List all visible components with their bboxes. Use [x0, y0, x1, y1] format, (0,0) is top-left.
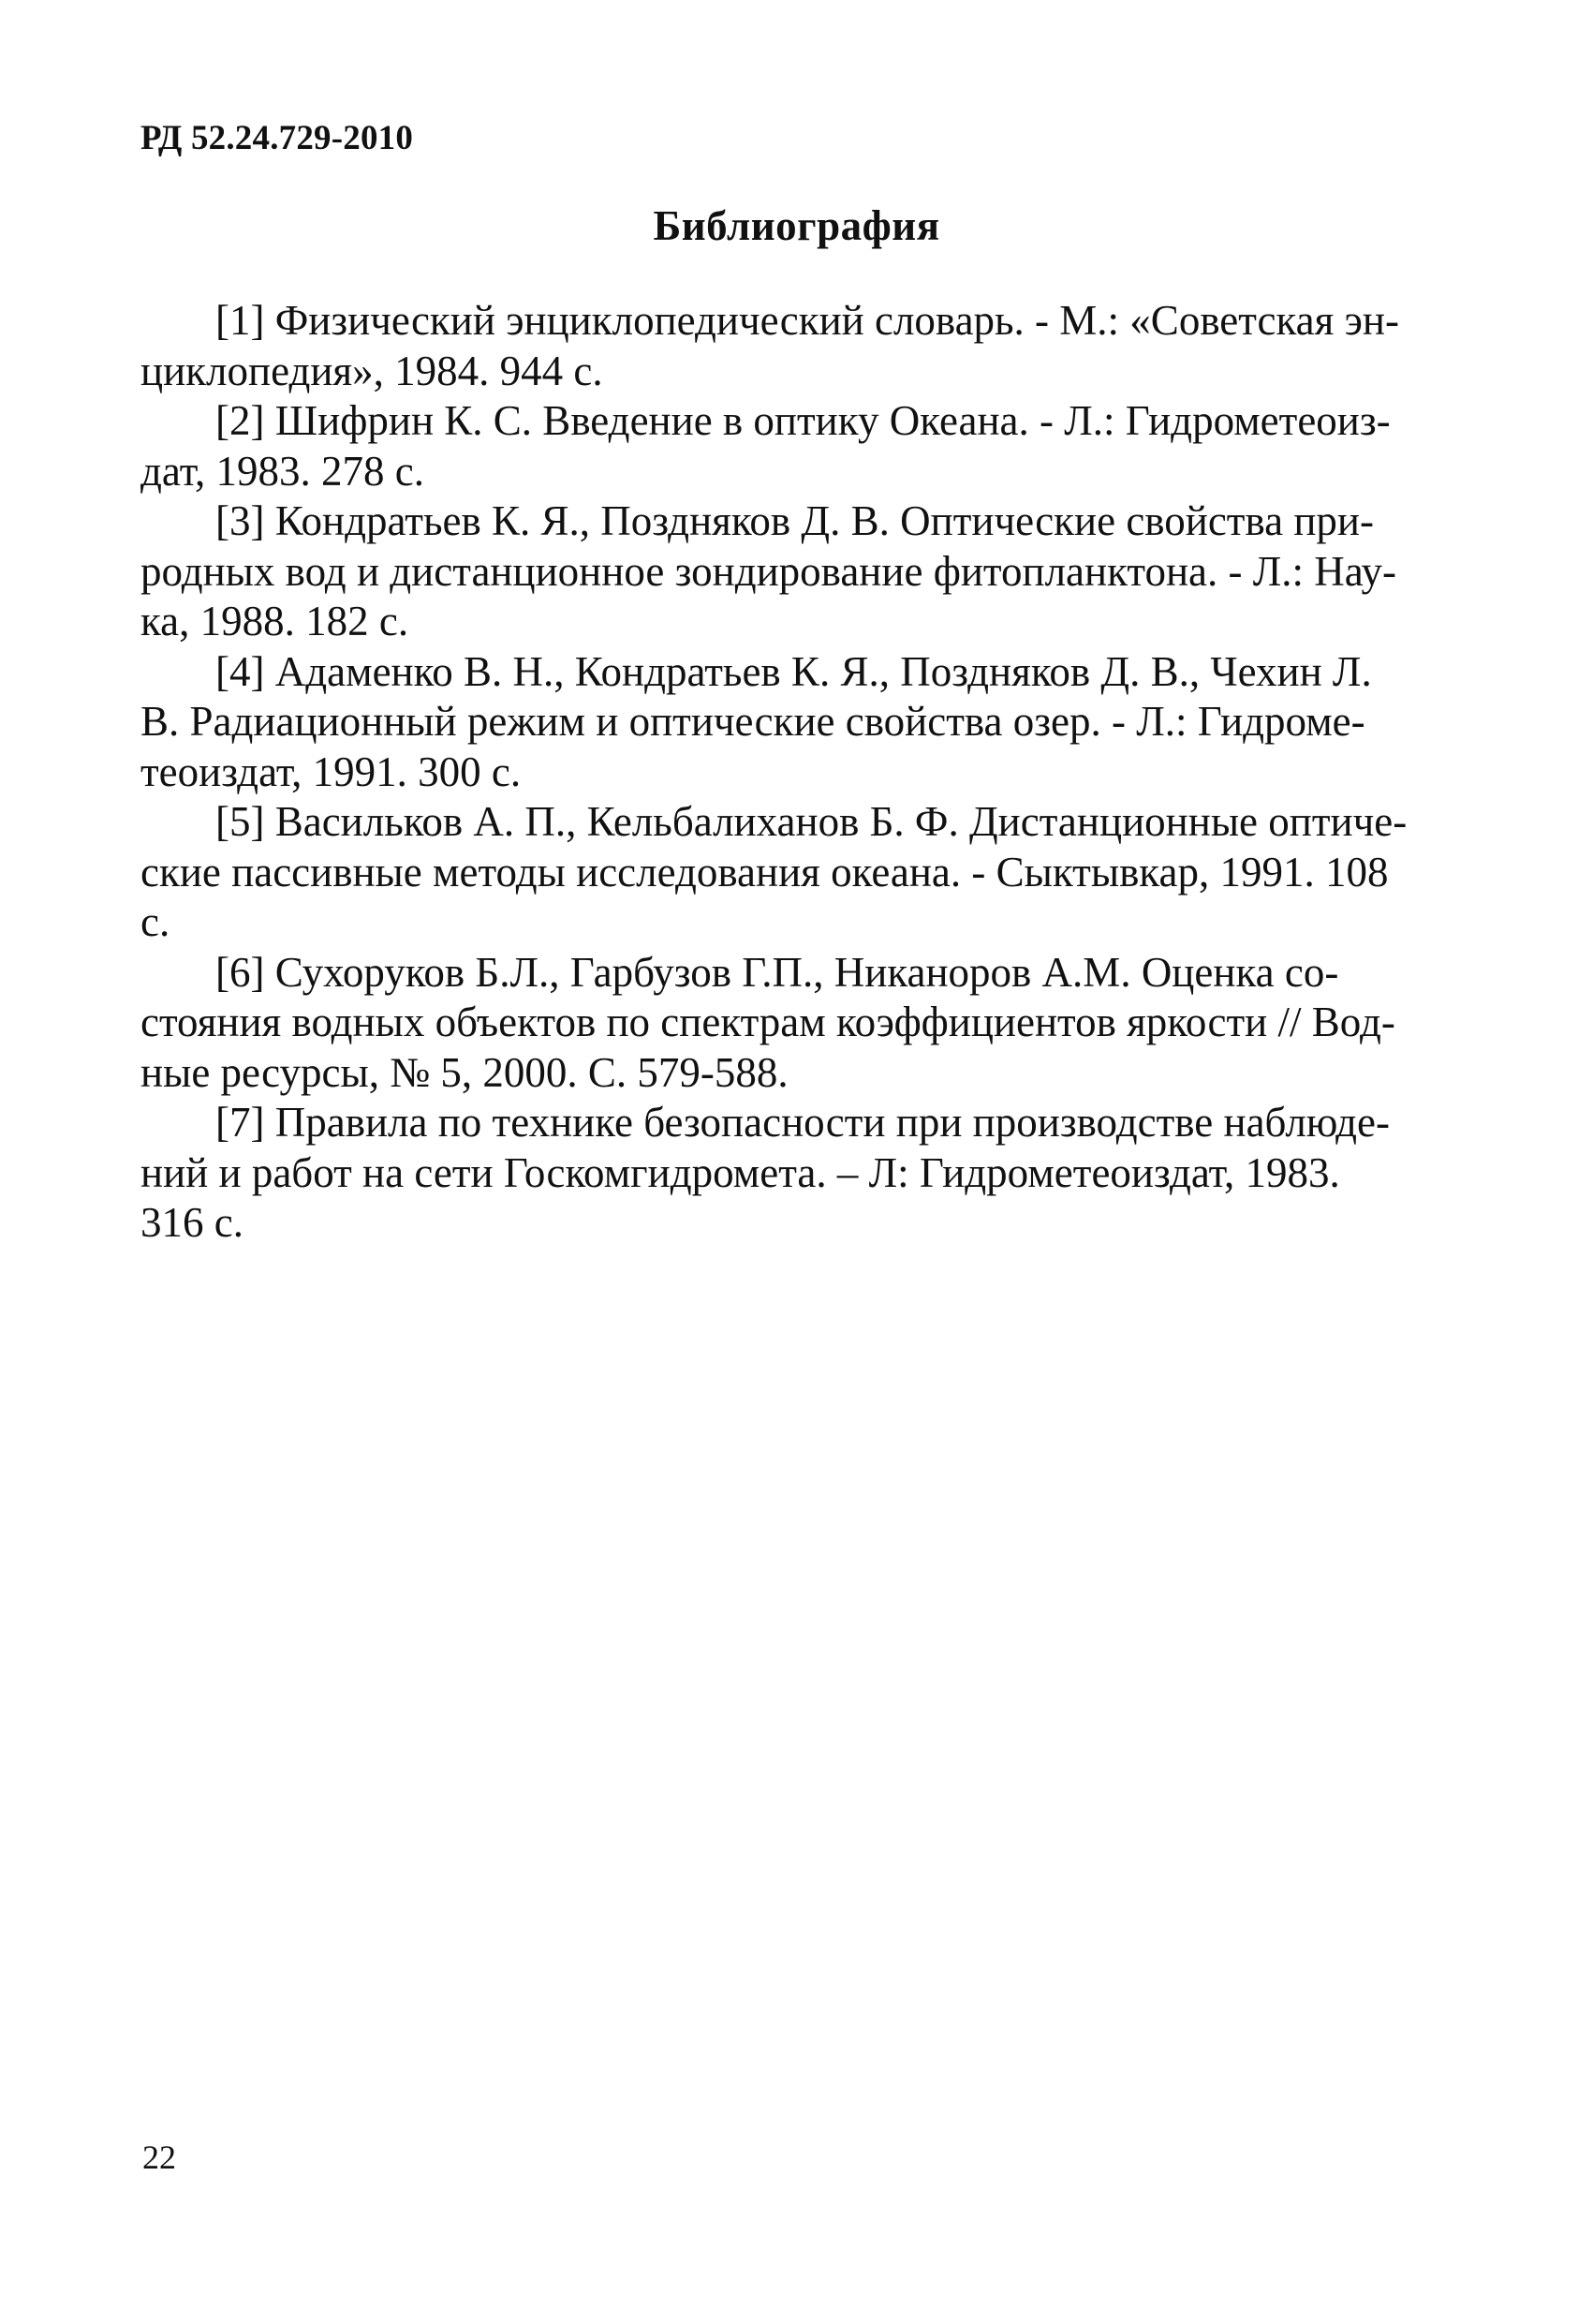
entry-line: ные ресурсы, № 5, 2000. С. 579-588.	[140, 1048, 789, 1096]
bibliography-list	[140, 296, 1470, 1249]
entry-line: [3] Кондратьев К. Я., Поздняков Д. В. Оптические свойства при-	[215, 497, 1374, 544]
bibliography-entry	[140, 396, 1470, 496]
entry-line: [2] Шифрин К. С. Введение в оптику Океана. - Л.: Гидрометеоиз-	[215, 397, 1391, 444]
entry-line: родных вод и дистанционное зондирование фитопланктона. - Л.: Нау-	[140, 547, 1396, 595]
entry-line: [1] Физический энциклопедический словарь. - М.: «Советская эн-	[215, 297, 1399, 344]
entry-line: ка, 1988. 182 с.	[140, 598, 409, 644]
bibliography-entry	[140, 296, 1470, 396]
entry-line: 316 с.	[140, 1199, 243, 1246]
entry-line: с.	[140, 898, 170, 945]
entry-line: В. Радиационный режим и оптические свойства озер. - Л.: Гидроме-	[140, 698, 1365, 745]
bibliography-entry	[140, 647, 1470, 798]
entry-line: дат, 1983. 278 с.	[140, 447, 424, 495]
entry-line: циклопедия», 1984. 944 с.	[140, 347, 603, 394]
entry-line: [6] Сухоруков Б.Л., Гарбузов Г.П., Никаноров А.М. Оценка со-	[215, 948, 1339, 996]
entry-line: стояния водных объектов по спектрам коэффициентов яркости // Вод-	[140, 999, 1395, 1045]
document-code: РД 52.24.729-2010	[140, 119, 414, 157]
entry-line: теоиздат, 1991. 300 с.	[140, 748, 522, 795]
entry-line: [7] Правила по технике безопасности при производстве наблюде-	[215, 1099, 1390, 1146]
entry-line: ний и работ на сети Госкомгидромета. – Л: Гидрометеоиздат, 1983.	[140, 1148, 1340, 1196]
bibliography-entry	[140, 496, 1470, 647]
bibliography-entry	[140, 797, 1470, 948]
entry-line: ские пассивные методы исследования океана. - Сыктывкар, 1991. 108	[140, 848, 1389, 896]
entry-line: [5] Васильков А. П., Кельбалиханов Б. Ф. Дистанционные оптиче-	[215, 798, 1408, 845]
page-title: Библиография	[653, 202, 940, 249]
bibliography-entry	[140, 1098, 1470, 1249]
entry-line: [4] Адаменко В. Н., Кондратьев К. Я., Поздняков Д. В., Чехин Л.	[215, 647, 1372, 695]
page-number: 22	[142, 2139, 176, 2176]
bibliography-entry	[140, 948, 1470, 1099]
